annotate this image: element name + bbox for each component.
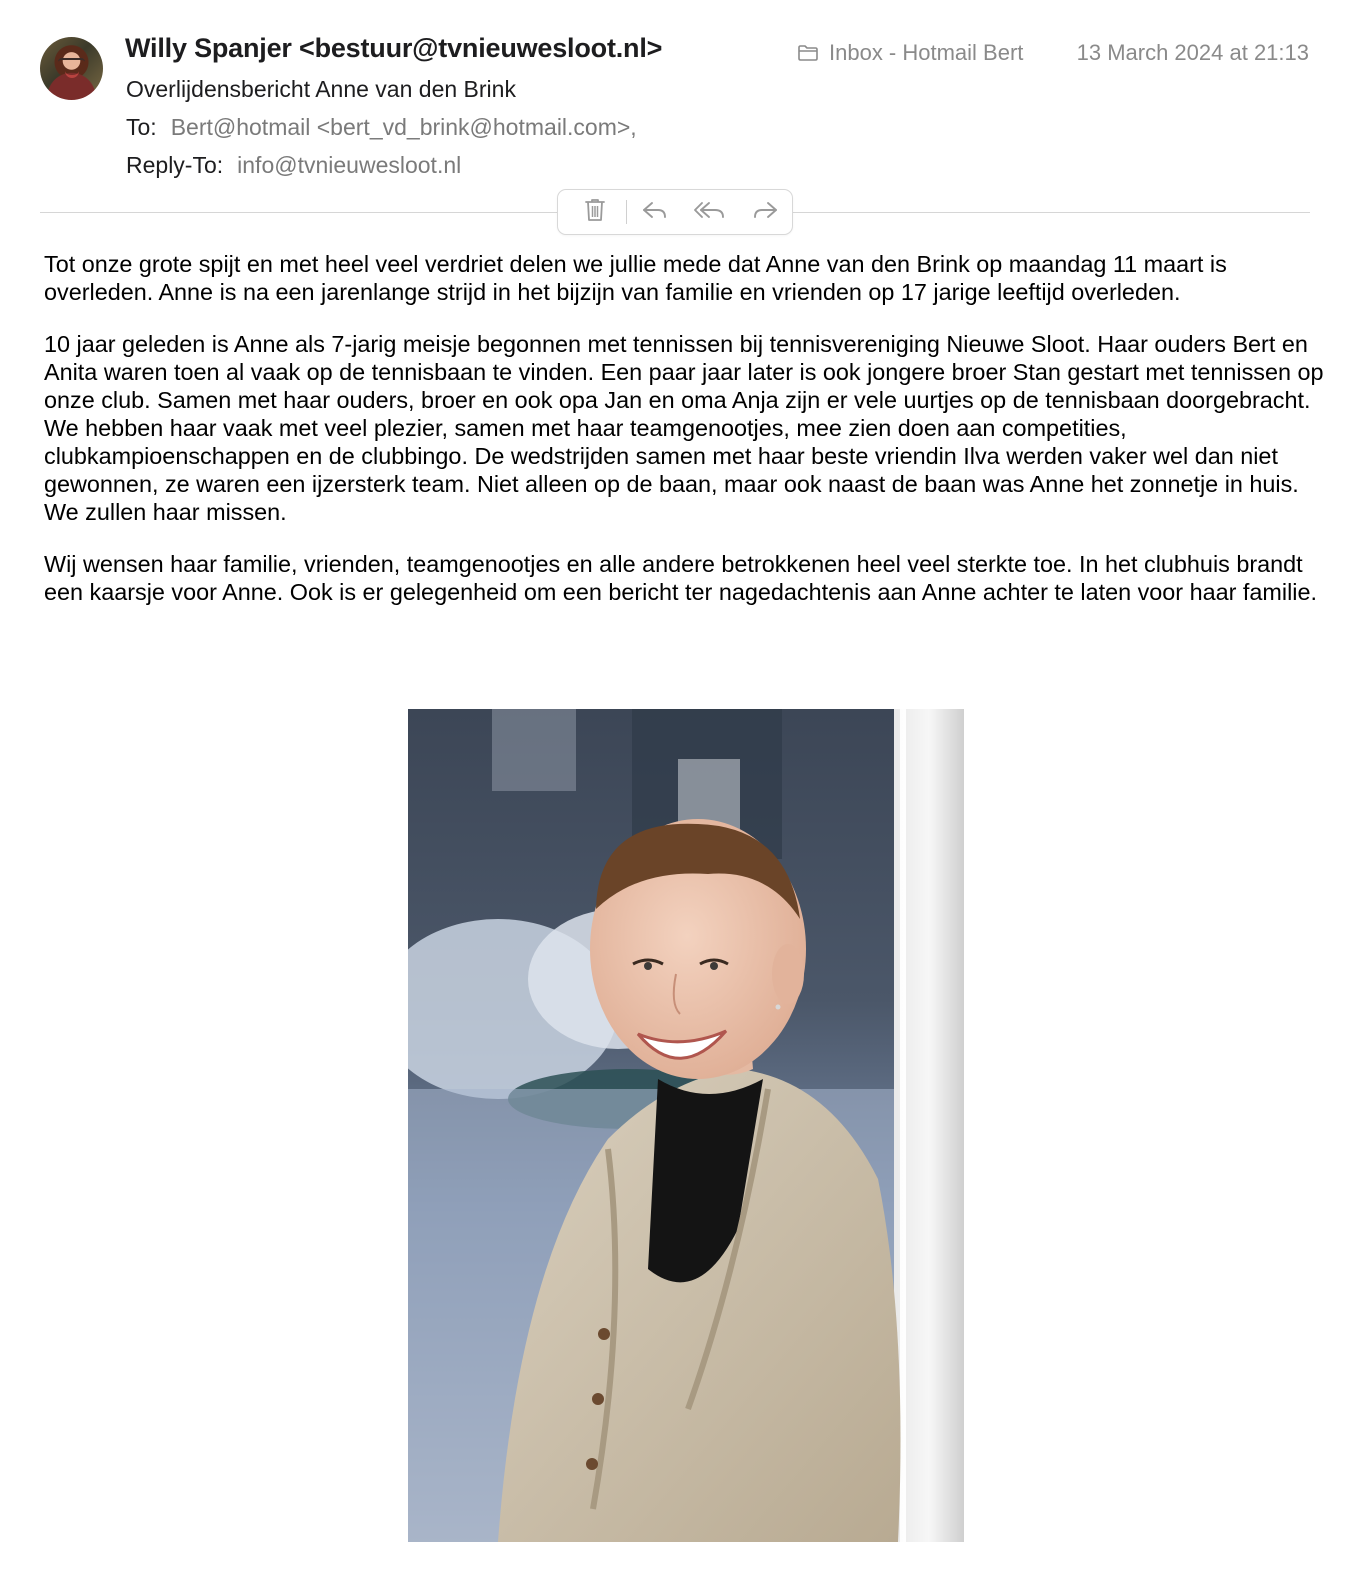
embedded-portrait-photo (408, 709, 964, 1542)
reply-to-row (126, 152, 461, 179)
reply-icon (641, 198, 669, 227)
message-subject: Overlijdensbericht Anne van den Brink (126, 76, 516, 102)
reply-button[interactable] (640, 198, 670, 226)
forward-button[interactable] (750, 198, 780, 226)
sender-avatar (40, 37, 103, 100)
body-paragraph: Wij wensen haar familie, vrienden, teamgenootjes en alle andere betrokkenen heel veel sterkte toe. In het clubhuis brandt een kaarsje voor Anne. Ook is er gelegenheid om een bericht ter nagedachtenis aan Anne achter te laten voor haar familie. (44, 551, 1317, 605)
mailbox-name: Inbox - Hotmail Bert (829, 40, 1024, 65)
forward-icon (751, 198, 779, 227)
to-recipient[interactable]: Bert@hotmail <bert_vd_brink@hotmail.com>, (170, 114, 637, 140)
mailbox-location[interactable] (797, 40, 1023, 66)
avatar-smile (65, 70, 79, 78)
to-label: To: (126, 114, 157, 140)
toolbar-separator (626, 200, 627, 224)
avatar-glasses (58, 58, 85, 67)
trash-icon (584, 197, 606, 228)
message-action-toolbar (557, 189, 793, 235)
message-date: 13 March 2024 at 21:13 (1076, 40, 1309, 65)
folder-icon (797, 43, 819, 63)
reply-all-button[interactable] (693, 198, 727, 226)
reply-all-icon (693, 198, 727, 227)
delete-button[interactable] (580, 198, 610, 226)
reply-to-address[interactable]: info@tvnieuwesloot.nl (237, 152, 462, 178)
body-paragraph: 10 jaar geleden is Anne als 7-jarig meisje begonnen met tennissen bij tennisvereniging Nieuwe Sloot. Haar ouders Bert en Anita waren toen al vaak op de tennisbaan te vinden. Een paar jaar later is ook jongere broer Stan gestart met tennissen op onze club. Samen met haar ouders, broer en ook opa Jan en oma Anja zijn er vele uurtjes op de tennisbaan doorgebracht. We hebben haar vaak met veel plezier, samen met haar teamgenootjes, mee zien doen aan competities, clubkampioenschappen en de clubbingo. De wedstrijden samen met haar beste vriendin Ilva werden vaker wel dan niet gewonnen, ze waren een ijzersterk team. Niet alleen op de baan, maar ook naast de baan was Anne het zonnetje in huis. We zullen haar missen. (44, 331, 1324, 525)
reply-to-label: Reply-To: (126, 152, 224, 178)
to-row (126, 114, 637, 141)
message-body (44, 250, 1334, 630)
sender-name[interactable]: Willy Spanjer <bestuur@tvnieuwesloot.nl> (125, 33, 663, 63)
body-paragraph: Tot onze grote spijt en met heel veel verdriet delen we jullie mede dat Anne van den Brink op maandag 11 maart is overleden. Anne is na een jarenlange strijd in het bijzijn van familie en vrienden op 17 jarige leeftijd overleden. (44, 251, 1227, 305)
